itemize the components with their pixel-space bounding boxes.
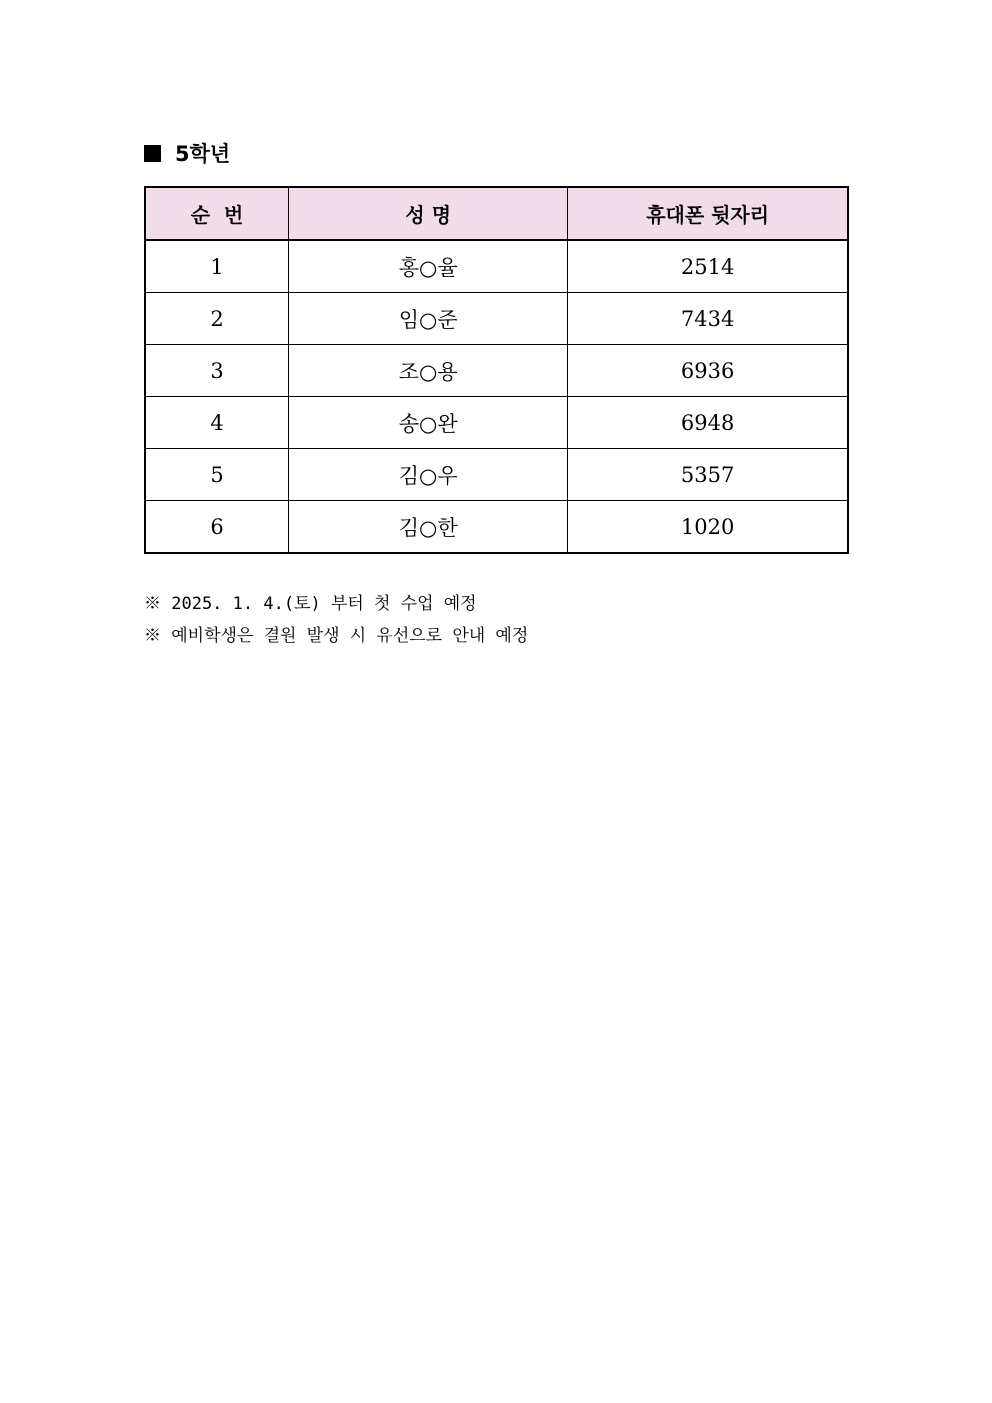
table-row (145, 397, 848, 449)
column-header-phone: 휴대폰 뒷자리 (568, 187, 848, 240)
section-title: 5학년 (175, 142, 231, 166)
cell-phone: 5357 (568, 449, 848, 501)
table-row (145, 240, 848, 293)
column-header-number: 순 번 (145, 187, 289, 240)
cell-number: 2 (145, 293, 289, 345)
cell-name: 조○용 (289, 345, 568, 397)
cell-number: 3 (145, 345, 289, 397)
cell-number: 4 (145, 397, 289, 449)
note-waitlist: ※ 예비학생은 결원 발생 시 유선으로 안내 예정 (144, 626, 529, 646)
note-first-class: ※ 2025. 1. 4.(토) 부터 첫 수업 예정 (144, 594, 477, 614)
column-header-name: 성 명 (289, 187, 568, 240)
table-row (145, 449, 848, 501)
cell-number: 5 (145, 449, 289, 501)
cell-phone: 6936 (568, 345, 848, 397)
cell-name: 김○한 (289, 501, 568, 554)
cell-number: 6 (145, 501, 289, 554)
square-bullet-icon (144, 145, 161, 162)
cell-phone: 7434 (568, 293, 848, 345)
table-header-row (145, 187, 848, 240)
cell-name: 홍○율 (289, 240, 568, 293)
section-heading (144, 138, 230, 168)
table-row (145, 501, 848, 554)
cell-phone: 1020 (568, 501, 848, 554)
table-row (145, 293, 848, 345)
cell-number: 1 (145, 240, 289, 293)
cell-name: 김○우 (289, 449, 568, 501)
cell-name: 임○준 (289, 293, 568, 345)
table-row (145, 345, 848, 397)
cell-phone: 2514 (568, 240, 848, 293)
student-table (144, 186, 849, 554)
notes (144, 588, 528, 652)
cell-phone: 6948 (568, 397, 848, 449)
cell-name: 송○완 (289, 397, 568, 449)
